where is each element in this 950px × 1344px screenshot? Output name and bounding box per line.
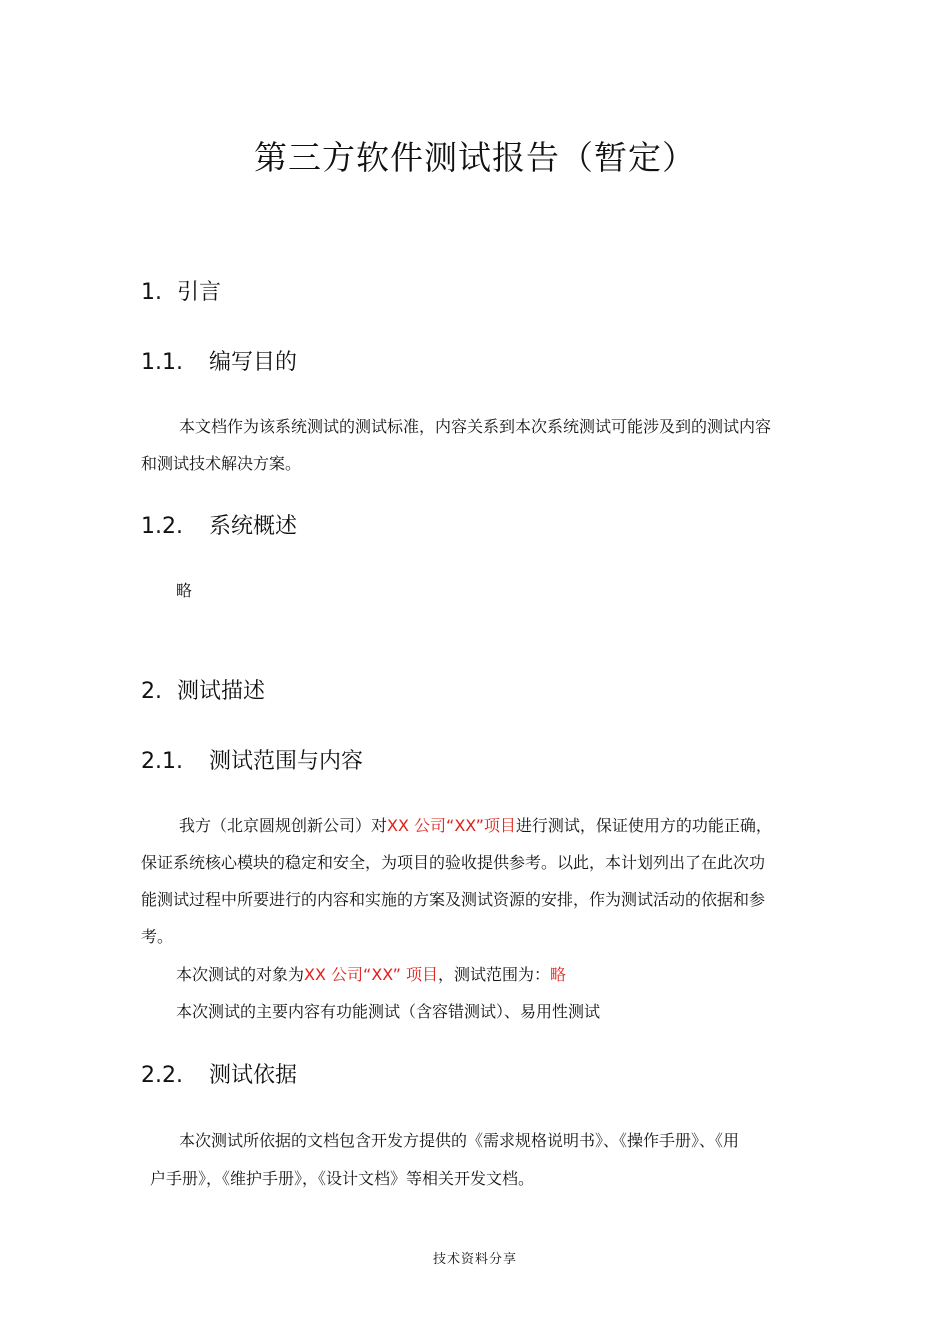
subsection-title: 系统概述 <box>209 514 298 539</box>
section-heading-2 <box>141 677 265 707</box>
section-title: 测试描述 <box>177 679 266 704</box>
text-span: ，测试范围为： <box>437 965 550 984</box>
subsection-number: 2.1. <box>141 749 183 774</box>
highlight-text: 略 <box>549 965 566 984</box>
subsection-number: 1.2. <box>141 514 183 539</box>
section-title: 引言 <box>177 280 222 305</box>
subsection-number: 2.2. <box>141 1063 183 1088</box>
subsection-title: 测试范围与内容 <box>209 749 364 774</box>
system-overview-text: 略 <box>176 581 193 600</box>
paragraph-line: 能测试过程中所要进行的内容和实施的方案及测试资源的安排，作为测试活动的依据和参 <box>141 890 766 909</box>
text-span: 进行测试，保证使用方的功能正确， <box>515 816 772 835</box>
subsection-heading-2-1 <box>141 747 363 777</box>
section-number: 1. <box>141 280 162 305</box>
text-span: 我方（北京圆规创新公司）对 <box>179 816 388 835</box>
paragraph-line: 保证系统核心模块的稳定和安全，为项目的验收提供参考。以此，本计划列出了在此次功 <box>141 853 766 872</box>
highlight-text: XX 公司“XX” 项目 <box>304 965 438 984</box>
paragraph-line <box>176 956 566 993</box>
subsection-number: 1.1. <box>141 350 183 375</box>
paragraph-line: 本文档作为该系统测试的测试标准，内容关系到本次系统测试可能涉及到的测试内容 <box>179 417 772 436</box>
document-title: 第三方软件测试报告（暂定） <box>254 138 696 177</box>
paragraph-line <box>179 807 772 844</box>
subsection-heading-1-2 <box>141 512 297 542</box>
highlight-text: XX 公司“XX”项目 <box>387 816 516 835</box>
paragraph-line: 本次测试的主要内容有功能测试（含容错测试）、易用性测试 <box>176 1002 601 1021</box>
paragraph-line: 户手册》，《维护手册》，《设计文档》等相关开发文档。 <box>150 1169 535 1188</box>
text-span: 本次测试的对象为 <box>176 965 305 984</box>
paragraph-line: 考。 <box>141 927 174 946</box>
section-number: 2. <box>141 679 162 704</box>
paragraph-line: 和测试技术解决方案。 <box>141 454 302 473</box>
subsection-title: 编写目的 <box>209 350 298 375</box>
subsection-heading-2-2 <box>141 1061 297 1091</box>
page-footer: 技术资料分享 <box>432 1252 517 1267</box>
section-heading-1 <box>141 278 221 308</box>
paragraph-line: 本次测试所依据的文档包含开发方提供的《需求规格说明书》、《操作手册》、《用 <box>179 1131 740 1150</box>
subsection-heading-1-1 <box>141 348 297 378</box>
subsection-title: 测试依据 <box>209 1063 298 1088</box>
